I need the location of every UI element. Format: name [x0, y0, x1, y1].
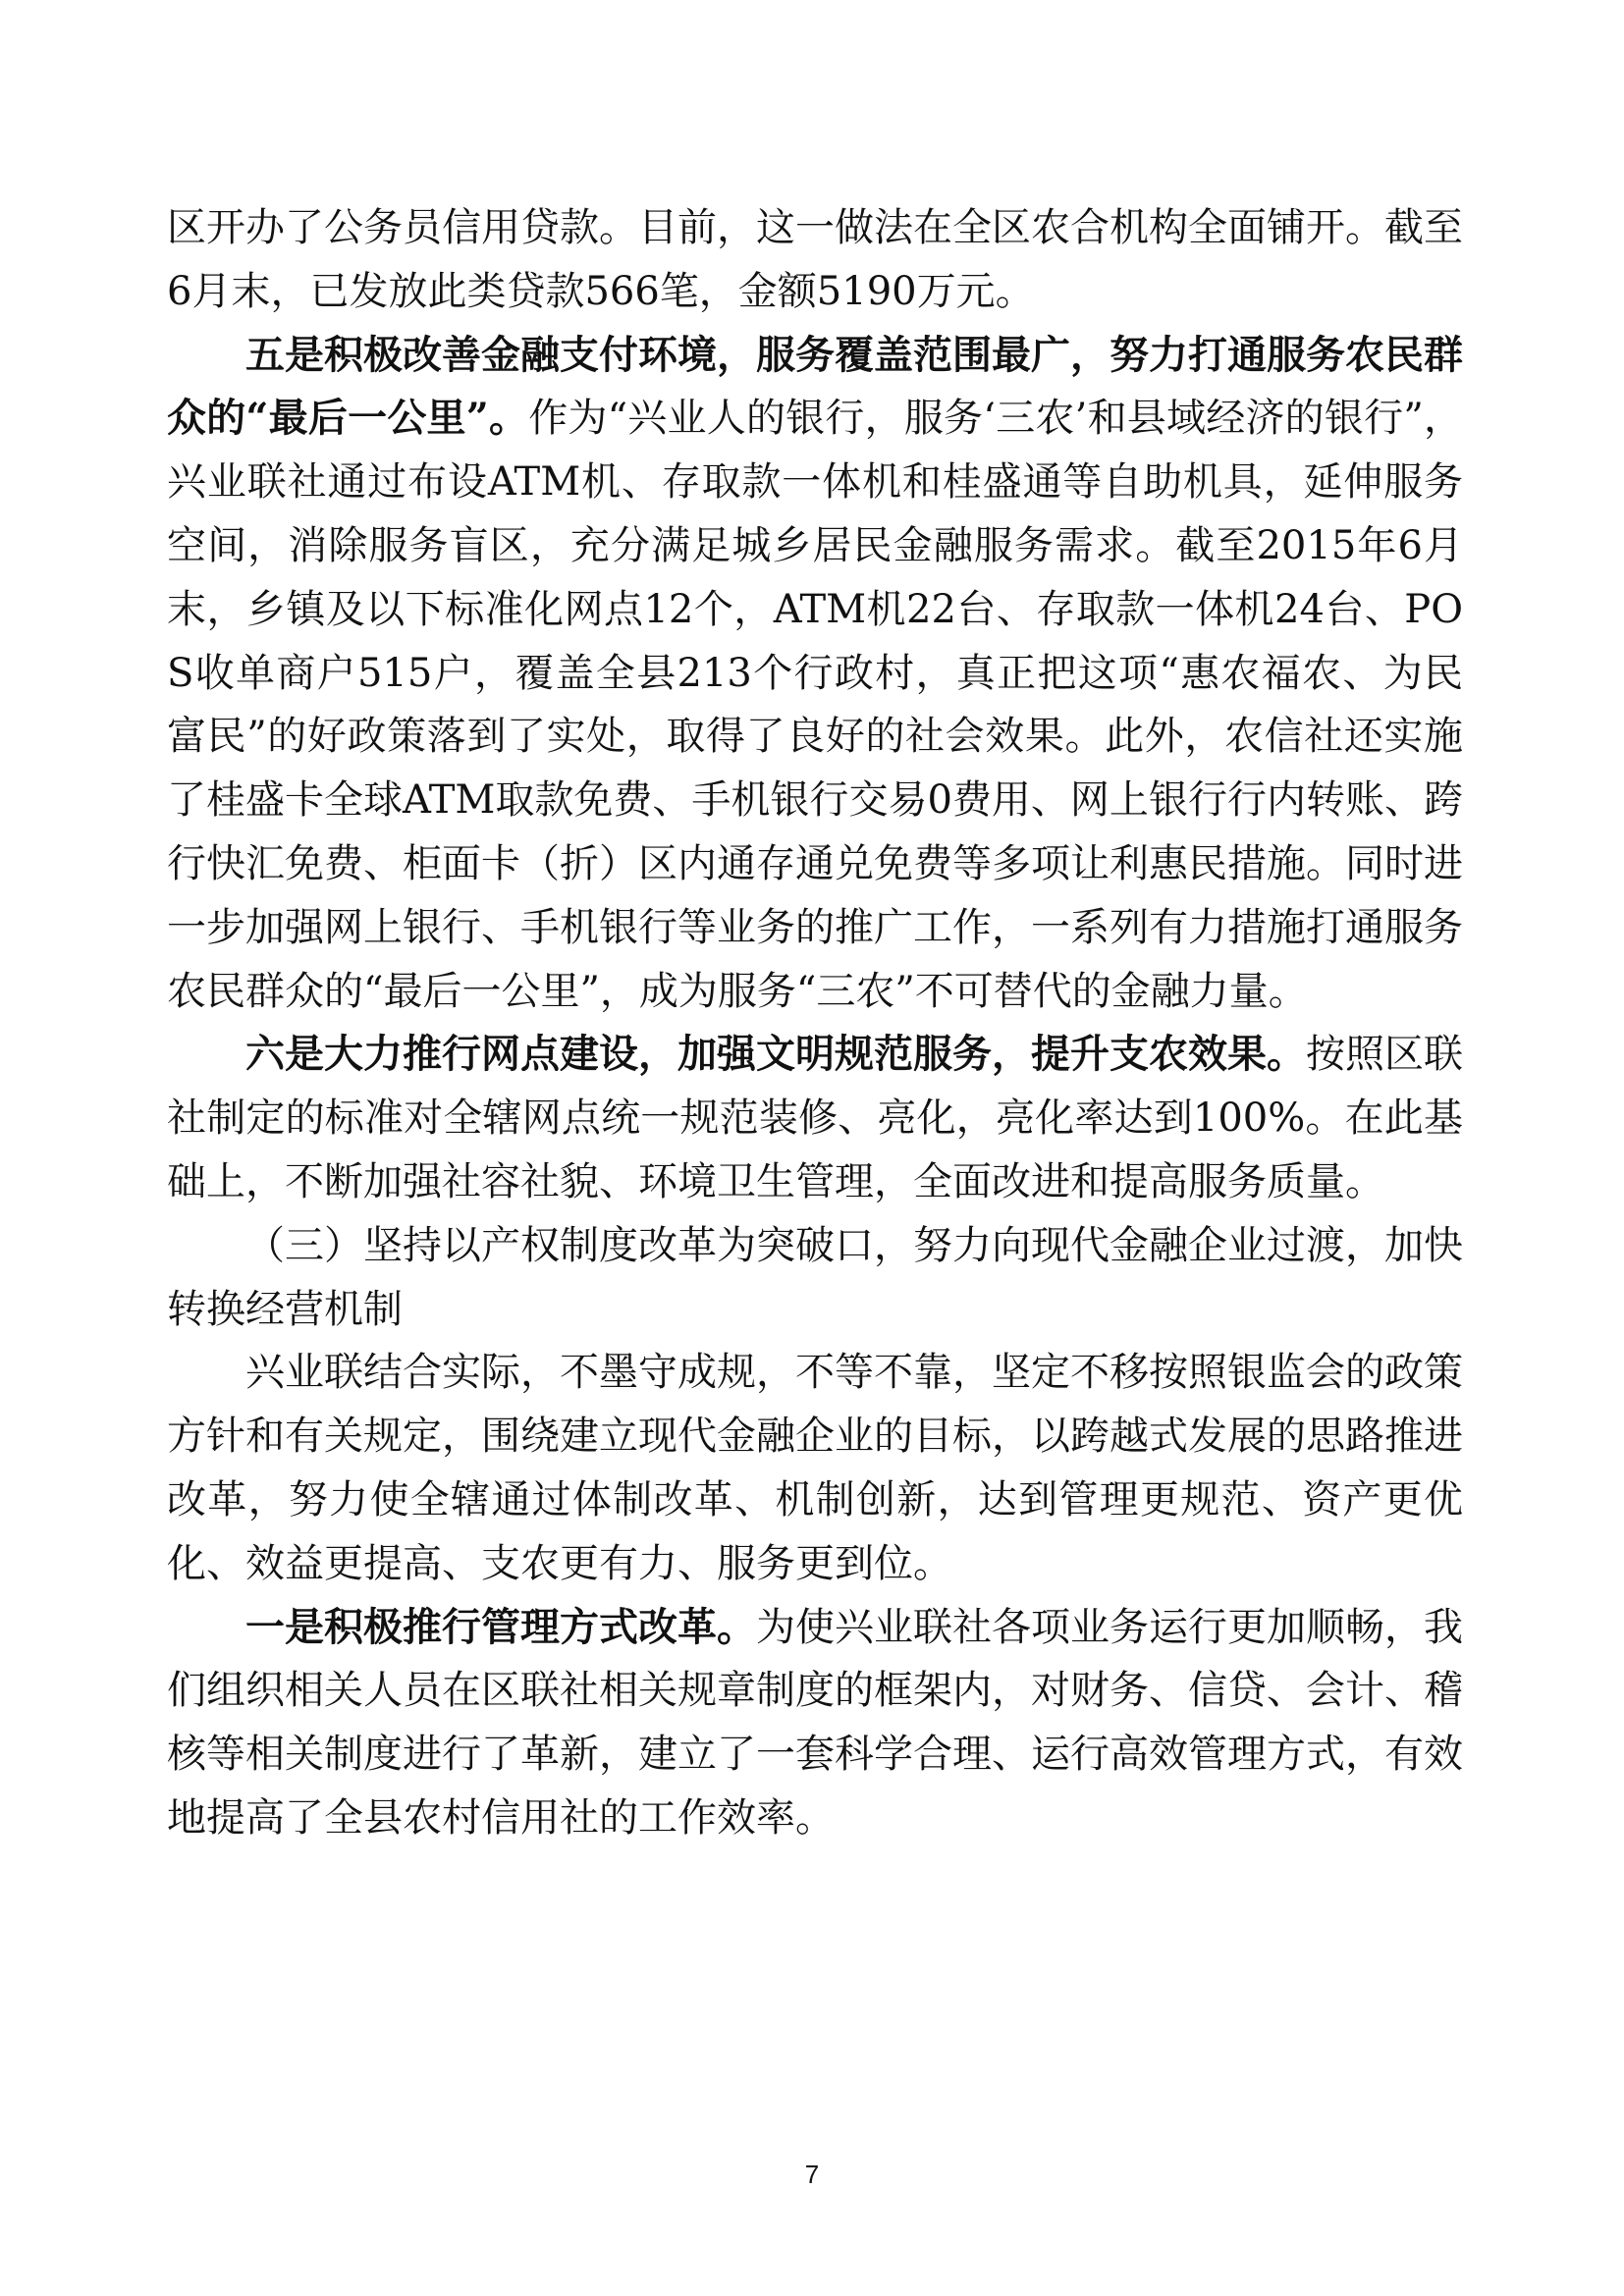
- paragraph-heading: 六是大力推行网点建设，加强文明规范服务，提升支农效果。: [245, 1031, 1306, 1078]
- paragraph-management-reform: [167, 1596, 1463, 1850]
- paragraph-continued: [167, 196, 1463, 324]
- paragraph-heading: 五是积极改善金融支付环境，服务覆盖范围最广，努力打通服务农民群众的“最后一公里”。: [167, 331, 1463, 442]
- paragraph-reform-overview: [167, 1341, 1463, 1595]
- paragraph-heading: 一是积极推行管理方式改革。: [245, 1603, 756, 1650]
- section-heading-text: （三）坚持以产权制度改革为突破口，努力向现代金融企业过渡，加快转换经营机制: [167, 1222, 1463, 1332]
- paragraph-payment-environment: [167, 324, 1463, 1024]
- paragraph-text: 为使兴业联社各项业务运行更加顺畅，我们组织相关人员在区联社相关规章制度的框架内，对财务、信贷、会计、稽核等相关制度进行了革新，建立了一套科学合理、运行高效管理方式，有效地提高了全县农村信用社的工作效率。: [167, 1604, 1463, 1841]
- paragraph-outlet-construction: [167, 1023, 1463, 1213]
- page-number: 7: [804, 2160, 820, 2189]
- paragraph-text: 兴业联结合实际，不墨守成规，不等不靠，坚定不移按照银监会的政策方针和有关规定，围绕建立现代金融企业的目标，以跨越式发展的思路推进改革，努力使全辖通过体制改革、机制创新，达到管理更规范、资产更优化、效益更提高、支农更有力、服务更到位。: [167, 1350, 1463, 1586]
- paragraph-text: 区开办了公务员信用贷款。目前，这一做法在全区农合机构全面铺开。截至6月末，已发放此类贷款566笔，金额5190万元。: [167, 205, 1463, 314]
- paragraph-text: 按照区联社制定的标准对全辖网点统一规范装修、亮化，亮化率达到100%。在此基础上，不断加强社容社貌、环境卫生管理，全面改进和提高服务质量。: [167, 1032, 1463, 1204]
- section-heading-property-reform: [167, 1214, 1463, 1342]
- paragraph-text: 作为“兴业人的银行，服务‘三农’和县域经济的银行”，兴业联社通过布设ATM机、存取款一体机和桂盛通等自助机具，延伸服务空间，消除服务盲区，充分满足城乡居民金融服务需求。截至2015年6月末，乡镇及以下标准化网点12个，ATM机22台、存取款一体机24台、POS收单商户515户，覆盖全县213个行政村，真正把这项“惠农福农、为民富民”的好政策落到了实处，取得了良好的社会效果。此外，农信社还实施了桂盛卡全球ATM取款免费、手机银行交易0费用、网上银行行内转账、跨行快汇免费、柜面卡（折）区内通存通兑免费等多项让利惠民措施。同时进一步加强网上银行、手机银行等业务的推广工作，一系列有力措施打通服务农民群众的“最后一公里”，成为服务“三农”不可替代的金融力量。: [167, 396, 1463, 1014]
- document-body: [167, 196, 1463, 1850]
